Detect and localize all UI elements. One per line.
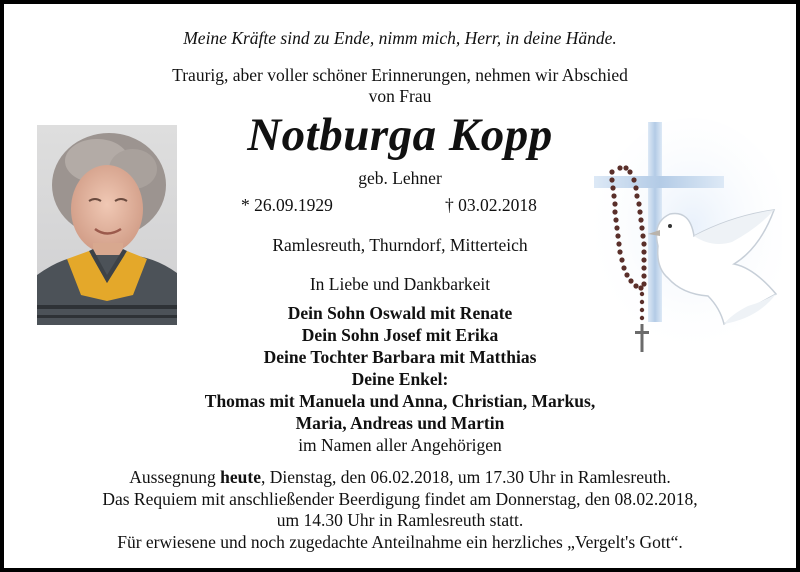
intro-line-1: Traurig, aber voller schöner Erinnerungen, nehmen wir Abschied bbox=[172, 65, 628, 85]
deceased-name: Notburga Kopp bbox=[247, 109, 553, 161]
service-schedule bbox=[4, 467, 796, 553]
maiden-name: geb. Lehner bbox=[358, 168, 442, 188]
intro-line-2: von Frau bbox=[368, 86, 432, 106]
death-date: † 03.02.2018 bbox=[445, 195, 537, 215]
bible-quote: Meine Kräfte sind zu Ende, nimm mich, Herr, in deine Hände. bbox=[183, 28, 617, 48]
birth-date: * 26.09.1929 bbox=[241, 195, 333, 215]
mourner-line: Thomas mit Manuela und Anna, Christian, Markus, bbox=[204, 391, 596, 411]
mourners-closing: im Namen aller Angehörigen bbox=[298, 435, 502, 455]
schedule-line-2: Das Requiem mit anschließender Beerdigung findet am Donnerstag, den 08.02.2018, bbox=[102, 488, 698, 509]
mourners-intro: In Liebe und Dankbarkeit bbox=[309, 274, 491, 294]
cross-dove-rosary-icon bbox=[582, 118, 782, 368]
schedule-text: Aussegnung bbox=[129, 467, 221, 487]
mourner-line: Dein Sohn Josef mit Erika bbox=[301, 325, 499, 345]
mourner-line: Deine Tochter Barbara mit Matthias bbox=[263, 347, 537, 367]
mourner-line: Dein Sohn Oswald mit Renate bbox=[287, 303, 513, 323]
schedule-today: heute bbox=[220, 467, 261, 487]
places: Ramlesreuth, Thurndorf, Mitterteich bbox=[272, 235, 528, 255]
schedule-line-3: um 14.30 Uhr in Ramlesreuth statt. bbox=[276, 510, 524, 530]
thanks-line: Für erwiesene und noch zugedachte Anteilnahme ein herzliches „Vergelt's Gott“. bbox=[117, 531, 683, 552]
schedule-line-1 bbox=[4, 467, 796, 489]
mourner-line: Deine Enkel: bbox=[351, 369, 449, 389]
portrait-photo bbox=[37, 125, 177, 325]
mourner-line: Maria, Andreas und Martin bbox=[295, 413, 505, 433]
schedule-text: , Dienstag, den 06.02.2018, um 17.30 Uhr in Ramlesreuth. bbox=[260, 467, 671, 487]
intro-text bbox=[4, 65, 796, 107]
